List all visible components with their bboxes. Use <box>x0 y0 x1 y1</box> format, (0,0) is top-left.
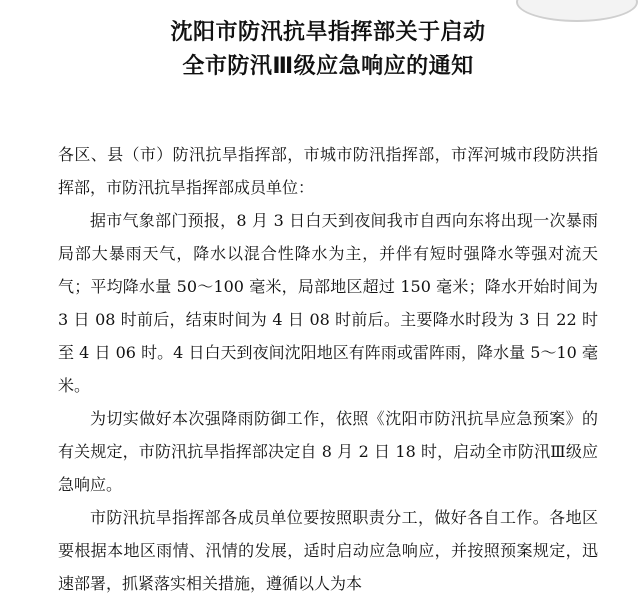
notice-document <box>58 16 598 600</box>
paragraph-member-duties: 市防汛抗旱指挥部各成员单位要按照职责分工，做好各自工作。各地区要根据本地区雨情、汛情的发展，适时启动应急响应，并按照预案规定，迅速部署，抓紧落实相关措施，遵循以人为本 <box>58 508 598 593</box>
recipients: 各区、县（市）防汛抗旱指挥部，市城市防汛指挥部，市浑河城市段防洪指挥部，市防汛抗旱指挥部成员单位： <box>58 145 598 197</box>
title-line-2: 全市防汛Ⅲ级应急响应的通知 <box>182 54 474 79</box>
paragraph-response-decision: 为切实做好本次强降雨防御工作，依照《沈阳市防汛抗旱应急预案》的有关规定，市防汛抗旱指挥部决定自 8 月 2 日 18 时，启动全市防汛Ⅲ级应急响应。 <box>58 409 598 494</box>
paragraph-forecast: 据市气象部门预报，8 月 3 日白天到夜间我市自西向东将出现一次暴雨局部大暴雨天气，降水以混合性降水为主，并伴有短时强降水等强对流天气；平均降水量 50～100 毫米，局部地区超过 150 毫米；降水开始时间为 3 日 08 时前后，结束时间为 4 日 08 时前后。主要降水时段为 3 日 22 时至 4 日 06 时。4 日白天到夜间沈阳地区有阵雨或雷阵雨，降水量 5～10 毫米。 <box>58 211 598 395</box>
notice-title <box>58 16 598 84</box>
title-line-1: 沈阳市防汛抗旱指挥部关于启动 <box>170 20 486 45</box>
